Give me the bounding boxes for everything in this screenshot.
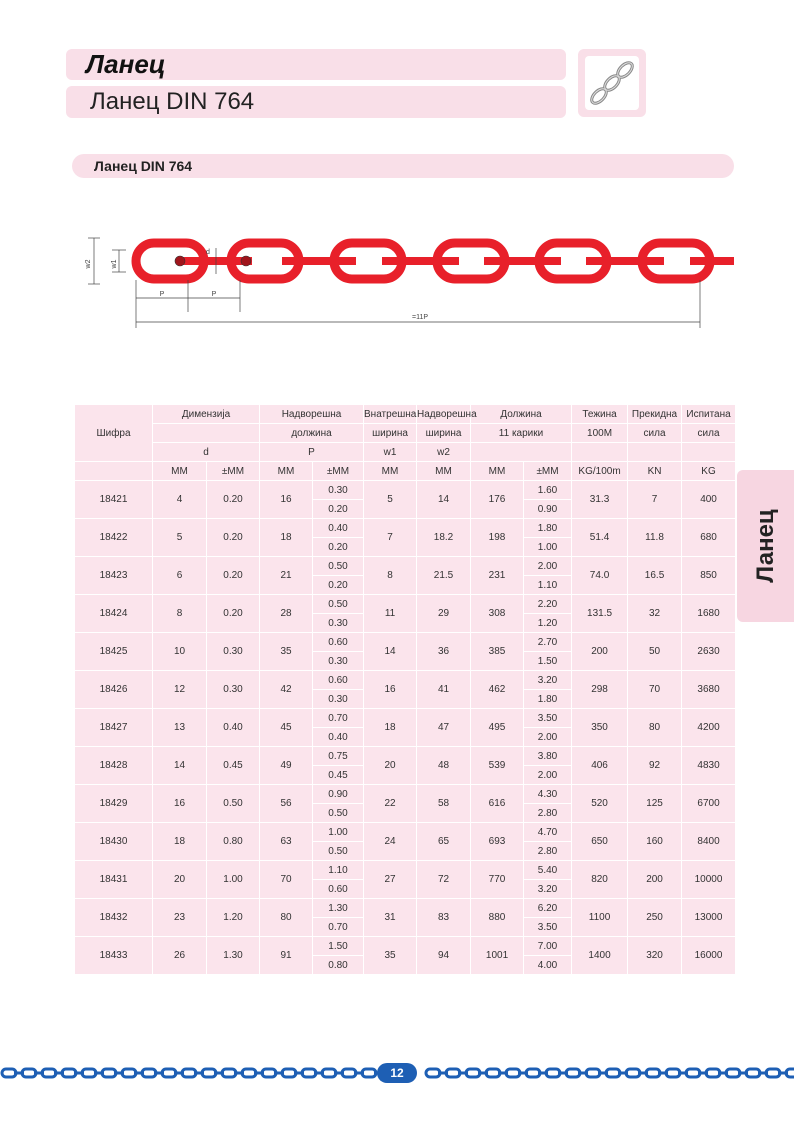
cell-length-11-tol-down: 0.90 [524, 500, 572, 519]
cell-length-tol-down: 0.60 [313, 880, 364, 899]
cell-length-11-tol-up: 7.00 [524, 937, 572, 956]
cell-length-tol-up: 0.50 [313, 557, 364, 576]
cell-length-11-tol-up: 4.30 [524, 785, 572, 804]
cell-code: 18424 [75, 595, 153, 633]
cell-length-11: 880 [471, 899, 524, 937]
cell-inner-width: 35 [364, 937, 417, 975]
cell-code: 18427 [75, 709, 153, 747]
unit-cell: KG/100m [572, 462, 628, 481]
cell-length: 56 [260, 785, 313, 823]
cell-length-11-tol-down: 2.80 [524, 804, 572, 823]
cell-breaking-force: 320 [628, 937, 682, 975]
chain-link-icon [486, 1069, 500, 1077]
cell-inner-width: 7 [364, 519, 417, 557]
table-row [75, 899, 736, 918]
table-row [75, 747, 736, 766]
cell-length-tol-down: 0.40 [313, 728, 364, 747]
chain-link-icon [786, 1069, 794, 1077]
chain-link-icon [446, 1069, 460, 1077]
cell-weight: 1400 [572, 937, 628, 975]
cell-dimension-tol: 0.20 [207, 519, 260, 557]
cell-length-11-tol-down: 3.50 [524, 918, 572, 937]
col-break-header-1: Прекидна [628, 405, 682, 424]
cell-length-11: 462 [471, 671, 524, 709]
cell-breaking-force: 200 [628, 861, 682, 899]
cell-length: 18 [260, 519, 313, 557]
cell-weight: 650 [572, 823, 628, 861]
side-tab-label: Ланец [751, 509, 779, 583]
chain-link-icon [342, 1069, 356, 1077]
cell-outer-width: 72 [417, 861, 471, 899]
cell-outer-width: 14 [417, 481, 471, 519]
chain-link-icon [506, 1069, 520, 1077]
cell-dimension: 20 [153, 861, 207, 899]
cell-inner-width: 5 [364, 481, 417, 519]
table-row [75, 671, 736, 690]
cell-length-11-tol-up: 6.20 [524, 899, 572, 918]
cell-test-force: 4200 [682, 709, 736, 747]
cell-weight: 74.0 [572, 557, 628, 595]
cell-inner-width: 16 [364, 671, 417, 709]
col-dimension-symbol: d [153, 443, 260, 462]
chain-link-icon [746, 1069, 760, 1077]
cell-length-11-tol-up: 3.50 [524, 709, 572, 728]
chain-link-icon [102, 1069, 116, 1077]
cell-dimension-tol: 0.50 [207, 785, 260, 823]
chain-link-icon [646, 1069, 660, 1077]
cell-inner-width: 18 [364, 709, 417, 747]
section-side-tab[interactable] [737, 470, 794, 622]
table-row [75, 937, 736, 956]
cell-length-11: 198 [471, 519, 524, 557]
cell-length-11-tol-up: 1.60 [524, 481, 572, 500]
cell-dimension: 23 [153, 899, 207, 937]
cell-test-force: 1680 [682, 595, 736, 633]
cell-length-tol-down: 0.20 [313, 500, 364, 519]
cell-length: 49 [260, 747, 313, 785]
col-inner-width-header-1: Внатрешна [364, 405, 417, 424]
cell-test-force: 2630 [682, 633, 736, 671]
cell-length-11-tol-down: 1.00 [524, 538, 572, 557]
table-row [75, 861, 736, 880]
chain-link-icon [586, 1069, 600, 1077]
cell-test-force: 400 [682, 481, 736, 519]
cell-length-11-tol-up: 1.80 [524, 519, 572, 538]
col-inner-width-header-2: ширина [364, 424, 417, 443]
cell-inner-width: 24 [364, 823, 417, 861]
chain-link-icon [626, 1069, 640, 1077]
cell-length-11: 385 [471, 633, 524, 671]
d-label: d [206, 249, 210, 256]
page-title: Ланец [66, 49, 566, 80]
chain-link-icon [666, 1069, 680, 1077]
cell-dimension-tol: 0.20 [207, 481, 260, 519]
chain-link-icon [62, 1069, 76, 1077]
cell-test-force: 13000 [682, 899, 736, 937]
chain-link-icon [426, 1069, 440, 1077]
cell-outer-width: 47 [417, 709, 471, 747]
chain-diagram [70, 220, 740, 340]
cell-inner-width: 14 [364, 633, 417, 671]
units-row [75, 462, 736, 481]
p1-label: P [159, 291, 165, 298]
cell-length: 42 [260, 671, 313, 709]
cell-length-11: 770 [471, 861, 524, 899]
cell-length-tol-down: 0.45 [313, 766, 364, 785]
cell-length-tol-up: 0.50 [313, 595, 364, 614]
cell-weight: 350 [572, 709, 628, 747]
cell-code: 18423 [75, 557, 153, 595]
chain-link-icon [122, 1069, 136, 1077]
cell-length-11-tol-down: 4.00 [524, 956, 572, 975]
cell-inner-width: 27 [364, 861, 417, 899]
cell-breaking-force: 160 [628, 823, 682, 861]
cell-dimension-tol: 0.30 [207, 671, 260, 709]
page-number: 12 [377, 1063, 417, 1083]
chain-link-icon [302, 1069, 316, 1077]
chain-link-icon [202, 1069, 216, 1077]
cell-length-tol-up: 0.90 [313, 785, 364, 804]
cell-length: 28 [260, 595, 313, 633]
cell-length-tol-up: 1.00 [313, 823, 364, 842]
col-len11-header-1: Должина [471, 405, 572, 424]
cell-dimension: 12 [153, 671, 207, 709]
cell-dimension: 8 [153, 595, 207, 633]
chain-link-icon [566, 1069, 580, 1077]
cell-outer-width: 21.5 [417, 557, 471, 595]
cell-length: 91 [260, 937, 313, 975]
cell-outer-width: 18.2 [417, 519, 471, 557]
spec-table [74, 404, 736, 975]
cell-dimension: 4 [153, 481, 207, 519]
unit-cell: ММ [417, 462, 471, 481]
unit-cell: ММ [471, 462, 524, 481]
cell-inner-width: 20 [364, 747, 417, 785]
cell-dimension: 6 [153, 557, 207, 595]
cell-length-tol-down: 0.50 [313, 842, 364, 861]
cell-length-11-tol-up: 4.70 [524, 823, 572, 842]
cell-length-11-tol-down: 1.50 [524, 652, 572, 671]
cell-dimension: 16 [153, 785, 207, 823]
cell-weight: 298 [572, 671, 628, 709]
col-weight-header-2: 100M [572, 424, 628, 443]
chain-link-icon [322, 1069, 336, 1077]
chain-link-icon [282, 1069, 296, 1077]
unit-cell: ММ [364, 462, 417, 481]
col-code-header: Шифра [75, 405, 153, 462]
cell-length-11-tol-down: 1.10 [524, 576, 572, 595]
table-row [75, 633, 736, 652]
cell-code: 18421 [75, 481, 153, 519]
table-row [75, 785, 736, 804]
col-outer-width-header-1: Надворешна [417, 405, 471, 424]
cell-inner-width: 22 [364, 785, 417, 823]
cell-breaking-force: 125 [628, 785, 682, 823]
cell-code: 18425 [75, 633, 153, 671]
cell-test-force: 850 [682, 557, 736, 595]
cell-length-11: 539 [471, 747, 524, 785]
cell-dimension: 13 [153, 709, 207, 747]
cell-length-tol-up: 0.60 [313, 671, 364, 690]
unit-cell: ±ММ [524, 462, 572, 481]
chain-link-icon [22, 1069, 36, 1077]
cell-outer-width: 58 [417, 785, 471, 823]
footer-chain-right [424, 1066, 794, 1080]
cell-test-force: 3680 [682, 671, 736, 709]
cell-length: 35 [260, 633, 313, 671]
unit-cell: ±ММ [207, 462, 260, 481]
cell-test-force: 16000 [682, 937, 736, 975]
cell-breaking-force: 7 [628, 481, 682, 519]
chain-link-icon [262, 1069, 276, 1077]
table-row [75, 519, 736, 538]
cell-dimension-tol: 1.20 [207, 899, 260, 937]
col-length-header-2: должина [260, 424, 364, 443]
cell-length: 63 [260, 823, 313, 861]
cell-test-force: 10000 [682, 861, 736, 899]
col-weight-header-1: Тежина [572, 405, 628, 424]
cell-inner-width: 11 [364, 595, 417, 633]
cell-weight: 51.4 [572, 519, 628, 557]
cell-dimension-tol: 0.20 [207, 595, 260, 633]
chain-link-icon [466, 1069, 480, 1077]
p2-label: P [211, 291, 217, 298]
cell-length-11-tol-up: 3.80 [524, 747, 572, 766]
cell-length-tol-down: 0.70 [313, 918, 364, 937]
cell-length-11-tol-down: 2.80 [524, 842, 572, 861]
table-row [75, 595, 736, 614]
chain-link-icon [706, 1069, 720, 1077]
table-row [75, 823, 736, 842]
cell-breaking-force: 92 [628, 747, 682, 785]
cell-weight: 131.5 [572, 595, 628, 633]
cell-breaking-force: 16.5 [628, 557, 682, 595]
chain-link-icon [82, 1069, 96, 1077]
cell-breaking-force: 11.8 [628, 519, 682, 557]
cell-length-11: 176 [471, 481, 524, 519]
cell-outer-width: 94 [417, 937, 471, 975]
chain-link-icon [606, 1069, 620, 1077]
cell-length-tol-up: 0.70 [313, 709, 364, 728]
col-dimension-header: Димензија [153, 405, 260, 424]
cell-length-11: 495 [471, 709, 524, 747]
chain-link-icon [526, 1069, 540, 1077]
cell-dimension-tol: 0.45 [207, 747, 260, 785]
cell-code: 18431 [75, 861, 153, 899]
cell-dimension: 5 [153, 519, 207, 557]
col-test-header-1: Испитана [682, 405, 736, 424]
cell-length-11-tol-down: 1.80 [524, 690, 572, 709]
cell-length-11-tol-down: 3.20 [524, 880, 572, 899]
cell-length-tol-down: 0.30 [313, 690, 364, 709]
cell-length-11: 616 [471, 785, 524, 823]
chain-link-icon [182, 1069, 196, 1077]
cell-length-tol-up: 0.30 [313, 481, 364, 500]
col-outer-width-header-2: ширина [417, 424, 471, 443]
section-heading: Ланец DIN 764 [72, 154, 734, 178]
cell-code: 18430 [75, 823, 153, 861]
cell-breaking-force: 80 [628, 709, 682, 747]
cell-length-tol-down: 0.20 [313, 576, 364, 595]
cell-dimension-tol: 0.20 [207, 557, 260, 595]
cell-breaking-force: 50 [628, 633, 682, 671]
cell-weight: 1100 [572, 899, 628, 937]
cell-test-force: 680 [682, 519, 736, 557]
chain-link-icon [686, 1069, 700, 1077]
table-row [75, 557, 736, 576]
cell-test-force: 6700 [682, 785, 736, 823]
chain-logo [578, 49, 646, 117]
cell-outer-width: 83 [417, 899, 471, 937]
cell-length: 45 [260, 709, 313, 747]
cell-breaking-force: 70 [628, 671, 682, 709]
cell-length-11-tol-up: 2.00 [524, 557, 572, 576]
cell-test-force: 4830 [682, 747, 736, 785]
unit-cell: ММ [153, 462, 207, 481]
cell-length-tol-up: 1.30 [313, 899, 364, 918]
col-break-header-2: сила [628, 424, 682, 443]
chain-link-icon [2, 1069, 16, 1077]
cell-length: 70 [260, 861, 313, 899]
w1-label: w1 [111, 259, 118, 269]
cell-length-11: 308 [471, 595, 524, 633]
chain-icon [585, 56, 639, 110]
cell-length: 21 [260, 557, 313, 595]
col-length-symbol: P [260, 443, 364, 462]
chain-link-icon [362, 1069, 376, 1077]
col-len11-header-2: 11 карики [471, 424, 572, 443]
cell-breaking-force: 250 [628, 899, 682, 937]
cell-outer-width: 36 [417, 633, 471, 671]
cell-length-11-tol-up: 3.20 [524, 671, 572, 690]
cell-dimension: 18 [153, 823, 207, 861]
cell-inner-width: 8 [364, 557, 417, 595]
cell-length: 16 [260, 481, 313, 519]
cell-weight: 31.3 [572, 481, 628, 519]
cell-length-11-tol-up: 2.20 [524, 595, 572, 614]
cell-length-tol-down: 0.80 [313, 956, 364, 975]
cell-length-tol-up: 1.10 [313, 861, 364, 880]
cell-outer-width: 29 [417, 595, 471, 633]
col-test-header-2: сила [682, 424, 736, 443]
cell-outer-width: 41 [417, 671, 471, 709]
cell-dimension-tol: 1.00 [207, 861, 260, 899]
cell-dimension-tol: 0.30 [207, 633, 260, 671]
cell-length-11-tol-down: 2.00 [524, 728, 572, 747]
cell-outer-width: 48 [417, 747, 471, 785]
table-row [75, 709, 736, 728]
cell-length-11: 693 [471, 823, 524, 861]
footer-chain-left [0, 1066, 370, 1080]
cell-inner-width: 31 [364, 899, 417, 937]
cell-dimension-tol: 1.30 [207, 937, 260, 975]
cell-length-11-tol-down: 2.00 [524, 766, 572, 785]
cell-length: 80 [260, 899, 313, 937]
cell-weight: 406 [572, 747, 628, 785]
cell-dimension: 10 [153, 633, 207, 671]
cell-breaking-force: 32 [628, 595, 682, 633]
cell-length-11-tol-up: 5.40 [524, 861, 572, 880]
col-inner-width-symbol: w1 [364, 443, 417, 462]
chain-link-icon [142, 1069, 156, 1077]
col-outer-width-symbol: w2 [417, 443, 471, 462]
cell-length-tol-down: 0.20 [313, 538, 364, 557]
cell-length-tol-up: 1.50 [313, 937, 364, 956]
cell-code: 18433 [75, 937, 153, 975]
cell-weight: 520 [572, 785, 628, 823]
cell-length-tol-down: 0.50 [313, 804, 364, 823]
chain-link-icon [766, 1069, 780, 1077]
cell-length-tol-down: 0.30 [313, 652, 364, 671]
cell-code: 18429 [75, 785, 153, 823]
w2-label: w2 [85, 259, 92, 269]
cell-dimension-tol: 0.80 [207, 823, 260, 861]
cell-length-tol-up: 0.40 [313, 519, 364, 538]
cell-test-force: 8400 [682, 823, 736, 861]
cell-length-11-tol-down: 1.20 [524, 614, 572, 633]
chain-link-icon [222, 1069, 236, 1077]
cell-code: 18422 [75, 519, 153, 557]
chain-link-icon [242, 1069, 256, 1077]
chain-link-icon [546, 1069, 560, 1077]
cell-outer-width: 65 [417, 823, 471, 861]
cell-weight: 820 [572, 861, 628, 899]
chain-link-icon [42, 1069, 56, 1077]
cell-weight: 200 [572, 633, 628, 671]
cell-code: 18428 [75, 747, 153, 785]
unit-cell: ±ММ [313, 462, 364, 481]
unit-cell: KG [682, 462, 736, 481]
chain-link-icon [162, 1069, 176, 1077]
cell-length-tol-down: 0.30 [313, 614, 364, 633]
page-subtitle: Ланец DIN 764 [66, 86, 566, 118]
unit-cell: ММ [260, 462, 313, 481]
cell-code: 18432 [75, 899, 153, 937]
cell-code: 18426 [75, 671, 153, 709]
col-length-header-1: Надворешна [260, 405, 364, 424]
cell-length-11: 1001 [471, 937, 524, 975]
unit-cell: KN [628, 462, 682, 481]
cell-length-11: 231 [471, 557, 524, 595]
chain-link-icon [726, 1069, 740, 1077]
cell-length-tol-up: 0.75 [313, 747, 364, 766]
cell-dimension-tol: 0.40 [207, 709, 260, 747]
cell-dimension: 26 [153, 937, 207, 975]
total-length-label: =11P [411, 314, 429, 321]
table-row [75, 481, 736, 500]
cell-dimension: 14 [153, 747, 207, 785]
cell-length-tol-up: 0.60 [313, 633, 364, 652]
cell-length-11-tol-up: 2.70 [524, 633, 572, 652]
